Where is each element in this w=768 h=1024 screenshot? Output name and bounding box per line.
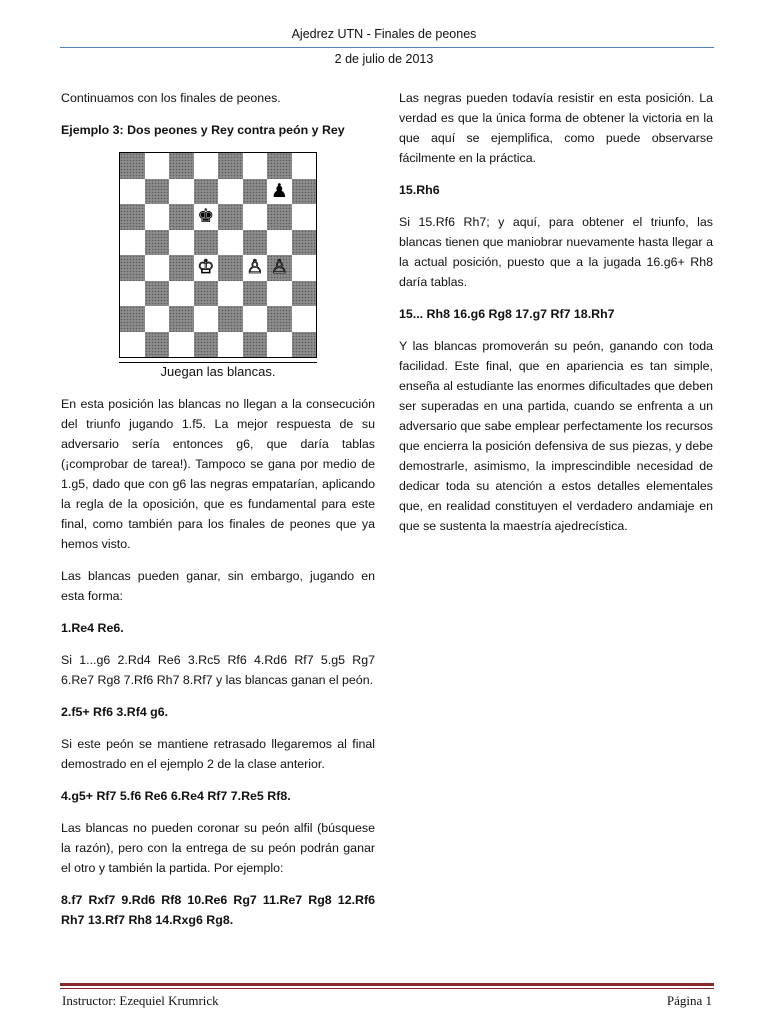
white-pawn-g4-icon: ♙ (270, 256, 288, 279)
body-paragraph: Si este peón se mantiene retrasado llegaremos al final demostrado en el ejemplo 2 de la clase anterior. (61, 737, 375, 771)
board-square-f2 (243, 306, 268, 332)
board-square-f3 (243, 281, 268, 307)
move-line: 1.Re4 Re6. (61, 621, 124, 635)
move-line: 2.f5+ Rf6 3.Rf4 g6. (61, 705, 169, 719)
board-square-h7 (292, 179, 317, 205)
board-square-d6 (194, 204, 219, 230)
board-square-b5 (145, 230, 170, 256)
board-square-a2 (120, 306, 145, 332)
board-square-a8 (120, 153, 145, 179)
board-square-f6 (243, 204, 268, 230)
left-column (61, 88, 375, 942)
board-square-g3 (267, 281, 292, 307)
board-square-c7 (169, 179, 194, 205)
board-square-d5 (194, 230, 219, 256)
move-line: 8.f7 Rxf7 9.Rd6 Rf8 10.Re6 Rg7 11.Re7 Rg8 12.Rf6 Rh7 13.Rf7 Rh8 14.Rxg6 Rg8. (61, 893, 375, 927)
body-paragraph: En esta posición las blancas no llegan a la consecución del triunfo jugando 1.f5. La mejor respuesta de su adversario sería entonces g6, que daría tablas (¡comprobar de tarea!). Tampoco se gana por medio de 1.g5, dado que con g6 las negras empatarían, aplicando la regla de la oposición, que es fundamental para este final, como también para los finales de peones que ya hemos visto. (61, 397, 375, 551)
body-paragraph: Las blancas pueden ganar, sin embargo, jugando en esta forma: (61, 569, 375, 603)
board-square-c2 (169, 306, 194, 332)
board-square-c8 (169, 153, 194, 179)
black-pawn-g7-icon: ♟ (270, 179, 288, 202)
board-square-d4 (194, 255, 219, 281)
white-king-d4-icon: ♔ (197, 256, 215, 279)
diagram-caption: Juegan las blancas. (119, 362, 317, 380)
board-square-e7 (218, 179, 243, 205)
board-square-d1 (194, 332, 219, 358)
board-square-c4 (169, 255, 194, 281)
board-square-h8 (292, 153, 317, 179)
board-square-e3 (218, 281, 243, 307)
board-square-d3 (194, 281, 219, 307)
board-square-g4 (267, 255, 292, 281)
board-square-h2 (292, 306, 317, 332)
board-square-f1 (243, 332, 268, 358)
body-paragraph: Si 1...g6 2.Rd4 Re6 3.Rc5 Rf6 4.Rd6 Rf7 5.g5 Rg7 6.Re7 Rg8 7.Rf6 Rh7 8.Rf7 y las blancas ganan el peón. (61, 653, 375, 687)
body-paragraph: Las negras pueden todavía resistir en esta posición. La verdad es que la única forma de obtener la victoria en la que aquí se ejemplifica, como puede observarse fácilmente en la práctica. (399, 91, 713, 165)
board-square-h6 (292, 204, 317, 230)
black-king-d6-icon: ♚ (197, 205, 215, 228)
move-line: 4.g5+ Rf7 5.f6 Re6 6.Re4 Rf7 7.Re5 Rf8. (61, 789, 291, 803)
body-paragraph: Y las blancas promoverán su peón, ganando con toda facilidad. Este final, que en apariencia es tan simple, enseña al estudiante las enormes dificultades que deben ser superadas en una partida, cuando se enfrenta a un adversario que sabe emplear perfectamente los recursos que encierra la posición defensiva de sus piezas, y debe demostrarle, asimismo, la imprescindible necesidad de dedicar toda su atención a estos detalles elementales que, en realidad constituyen el verdadero andamiaje en que se sustenta la maestría ajedrecística. (399, 339, 713, 533)
board-square-c3 (169, 281, 194, 307)
board-square-e2 (218, 306, 243, 332)
board-square-e5 (218, 230, 243, 256)
footer-page-number: Página 1 (666, 993, 712, 1008)
board-square-a7 (120, 179, 145, 205)
header-rule (60, 47, 714, 48)
board-square-b8 (145, 153, 170, 179)
board-square-h3 (292, 281, 317, 307)
intro-paragraph: Continuamos con los finales de peones. (61, 91, 281, 105)
board-square-a1 (120, 332, 145, 358)
board-square-e6 (218, 204, 243, 230)
board-square-b2 (145, 306, 170, 332)
board-square-b1 (145, 332, 170, 358)
board-square-g7 (267, 179, 292, 205)
footer-rule (60, 983, 714, 986)
board-square-a4 (120, 255, 145, 281)
footer-rule-thin (60, 988, 714, 989)
board-square-h4 (292, 255, 317, 281)
board-square-f4 (243, 255, 268, 281)
chess-diagram (61, 152, 375, 380)
board-square-b7 (145, 179, 170, 205)
board-square-g5 (267, 230, 292, 256)
board-square-h5 (292, 230, 317, 256)
board-square-d2 (194, 306, 219, 332)
board-square-a6 (120, 204, 145, 230)
board-square-d8 (194, 153, 219, 179)
body-paragraph: Las blancas no pueden coronar su peón alfil (búsquese la razón), pero con la entrega de su peón podrán ganar el otro y también la partida. Por ejemplo: (61, 821, 375, 875)
white-pawn-f4-icon: ♙ (246, 256, 264, 279)
board-square-c6 (169, 204, 194, 230)
board-square-e1 (218, 332, 243, 358)
board-square-c1 (169, 332, 194, 358)
board-square-e4 (218, 255, 243, 281)
move-line: 15... Rh8 16.g6 Rg8 17.g7 Rf7 18.Rh7 (399, 307, 615, 321)
header-date: 2 de julio de 2013 (334, 52, 434, 66)
board-square-g8 (267, 153, 292, 179)
board-square-b3 (145, 281, 170, 307)
chess-board (119, 152, 317, 358)
right-column (399, 88, 713, 548)
board-square-b6 (145, 204, 170, 230)
footer-instructor: Instructor: Ezequiel Krumrick (62, 993, 219, 1008)
body-paragraph: Si 15.Rf6 Rh7; y aquí, para obtener el triunfo, las blancas tienen que maniobrar nuevamente hasta llegar a la actual posición, puesto que a la jugada 16.g6+ Rh8 daría tablas. (399, 215, 713, 289)
board-square-g2 (267, 306, 292, 332)
board-square-g1 (267, 332, 292, 358)
board-square-a5 (120, 230, 145, 256)
header-title: Ajedrez UTN - Finales de peones (291, 27, 477, 41)
board-square-a3 (120, 281, 145, 307)
board-square-d7 (194, 179, 219, 205)
board-square-g6 (267, 204, 292, 230)
board-square-b4 (145, 255, 170, 281)
board-square-e8 (218, 153, 243, 179)
board-square-c5 (169, 230, 194, 256)
board-square-f8 (243, 153, 268, 179)
example-heading: Ejemplo 3: Dos peones y Rey contra peón y Rey (61, 123, 345, 137)
board-square-f5 (243, 230, 268, 256)
board-square-f7 (243, 179, 268, 205)
move-line: 15.Rh6 (399, 183, 440, 197)
board-square-h1 (292, 332, 317, 358)
